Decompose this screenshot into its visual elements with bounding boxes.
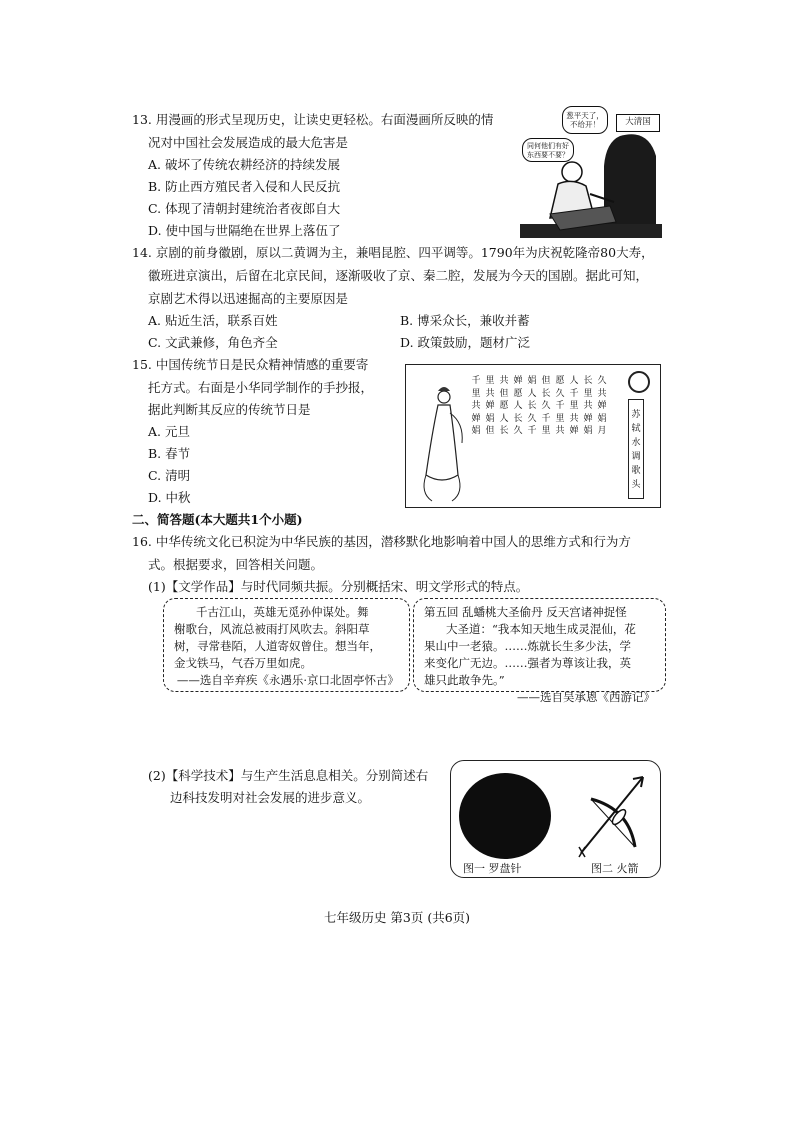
song-ci-line-2: 榭歌台，风流总被雨打风吹去。斜阳草 xyxy=(174,622,370,636)
q13-stem-line2: 况对中国社会发展造成的最大危害是 xyxy=(148,135,349,150)
q15-stem-line2: 托方式。右面是小华同学制作的手抄报， xyxy=(148,380,374,395)
q16-stem-line1: 16. 中华传统文化已积淀为中华民族的基因，潜移默化地影响着中国人的思维方式和行为方 xyxy=(132,534,631,549)
ming-novel-line-1: 第五回 乱蟠桃大圣偷丹 反天宫诸神捉怪 xyxy=(424,605,627,619)
fig2-caption: 图二 火箭 xyxy=(591,862,639,875)
q13-option-b: B. 防止西方殖民者入侵和人民反抗 xyxy=(148,179,341,194)
q15-option-c: C. 清明 xyxy=(148,468,191,483)
poem-column-7: 愿久千里共 xyxy=(555,376,565,436)
q16-part2-prompt-line2: 边科技发明对社会发展的进步意义。 xyxy=(170,790,371,805)
q14-stem-line1: 14. 京剧的前身徽剧，原以二黄调为主，兼唱昆腔、四平调等。1790年为庆祝乾隆帝80大寿， xyxy=(132,245,654,260)
q15-stem-line1: 15. 中国传统节日是民众精神情感的重要寄 xyxy=(132,357,369,372)
ming-novel-line-5: 雄只此敢争先。” xyxy=(424,673,505,687)
song-ci-line-4: 金戈铁马，气吞万里如虎。 xyxy=(174,656,312,670)
ming-novel-line-3: 果山中一老猿。……炼就长生多少法，学 xyxy=(424,639,631,653)
q14-option-d: D. 政策鼓励，题材广泛 xyxy=(400,335,531,350)
poem-column-10: 久共婵娟月 xyxy=(597,376,607,436)
q14-stem-line3: 京剧艺术得以迅速掘高的主要原因是 xyxy=(148,291,349,306)
song-ci-quote-box xyxy=(163,598,410,692)
q16-invention-figures xyxy=(450,760,661,878)
q16-part1-prompt: (1)【文学作品】与时代同频共振。分别概括宋、明文学形式的特点。 xyxy=(148,579,529,594)
lady-figure-drawing xyxy=(412,383,472,505)
cartoon-speech-bubble-1: 葱平天了，不给开！ xyxy=(562,106,608,134)
q15-option-a: A. 元旦 xyxy=(148,424,190,439)
poem-column-1: 千里共婵娟 xyxy=(471,376,481,436)
q14-option-c: C. 文武兼修，角色齐全 xyxy=(148,335,278,350)
ming-novel-source: ——选自吴承恩《西游记》 xyxy=(517,690,655,704)
section-2-title: 二、简答题(本大题共1个小题) xyxy=(132,512,303,527)
moon-icon xyxy=(628,371,650,393)
fig1-caption: 图一 罗盘针 xyxy=(463,862,522,875)
q13-cartoon xyxy=(520,106,662,246)
q15-stem-line3: 据此判断其反应的传统节日是 xyxy=(148,402,311,417)
compass-disc-icon xyxy=(459,773,551,859)
poem-column-5: 娟人长久千 xyxy=(527,376,537,436)
poem-column-6: 但长久千里 xyxy=(541,376,551,436)
poem-column-2: 里共婵娟但 xyxy=(485,376,495,436)
q14-option-b: B. 博采众长，兼收并蓄 xyxy=(400,313,530,328)
poem-column-8: 人千里共婵 xyxy=(569,376,579,436)
q13-option-a: A. 破坏了传统农耕经济的持续发展 xyxy=(148,157,340,172)
q13-option-d: D. 使中国与世隔绝在世界上落伍了 xyxy=(148,223,341,238)
poem-title-label: 苏轼水调歌头 xyxy=(628,399,644,499)
poem-column-4: 婵愿人长久 xyxy=(513,376,523,436)
q14-stem-line2: 徽班进京演出，后留在北京民间，逐渐吸收了京、秦二腔，发展为今天的国剧。据此可知， xyxy=(148,268,649,283)
ming-novel-line-2: 大圣道：“我本知天地生成灵混仙，花 xyxy=(446,622,636,636)
song-ci-source: ——选自辛弃疾《永遇乐·京口北固亭怀古》 xyxy=(176,673,399,687)
q16-stem-line2: 式。根据要求，回答相关问题。 xyxy=(148,557,324,572)
cartoon-speech-bubble-2: 同何他们有好东西要不要？ xyxy=(522,138,574,162)
fire-arrow-icon xyxy=(569,769,655,861)
song-ci-line-1: 千古江山，英雄无觅孙仲谋处。舞 xyxy=(196,605,369,619)
ming-novel-quote-box xyxy=(413,598,666,704)
cartoon-sign: 大清国 xyxy=(616,114,660,132)
q15-handwritten-newspaper xyxy=(405,364,661,508)
page-footer: 七年级历史 第3页 (共6页) xyxy=(323,910,471,925)
q15-option-b: B. 春节 xyxy=(148,446,191,461)
ming-novel-line-4: 来变化广无边。……强者为尊该让我，英 xyxy=(424,656,631,670)
q13-stem-line1: 13. 用漫画的形式呈现历史，让读史更轻松。右面漫画所反映的情 xyxy=(132,112,494,127)
q13-option-c: C. 体现了清朝封建统治者夜郎自大 xyxy=(148,201,341,216)
q15-option-d: D. 中秋 xyxy=(148,490,191,505)
poem-column-3: 共但愿人长 xyxy=(499,376,509,436)
poem-column-9: 长里共婵娟 xyxy=(583,376,593,436)
song-ci-line-3: 树，寻常巷陌，人道寄奴曾住。想当年， xyxy=(174,639,381,653)
q14-option-a: A. 贴近生活，联系百姓 xyxy=(148,313,278,328)
q16-part2-prompt-line1: (2)【科学技术】与生产生活息息相关。分别简述右 xyxy=(148,768,429,783)
